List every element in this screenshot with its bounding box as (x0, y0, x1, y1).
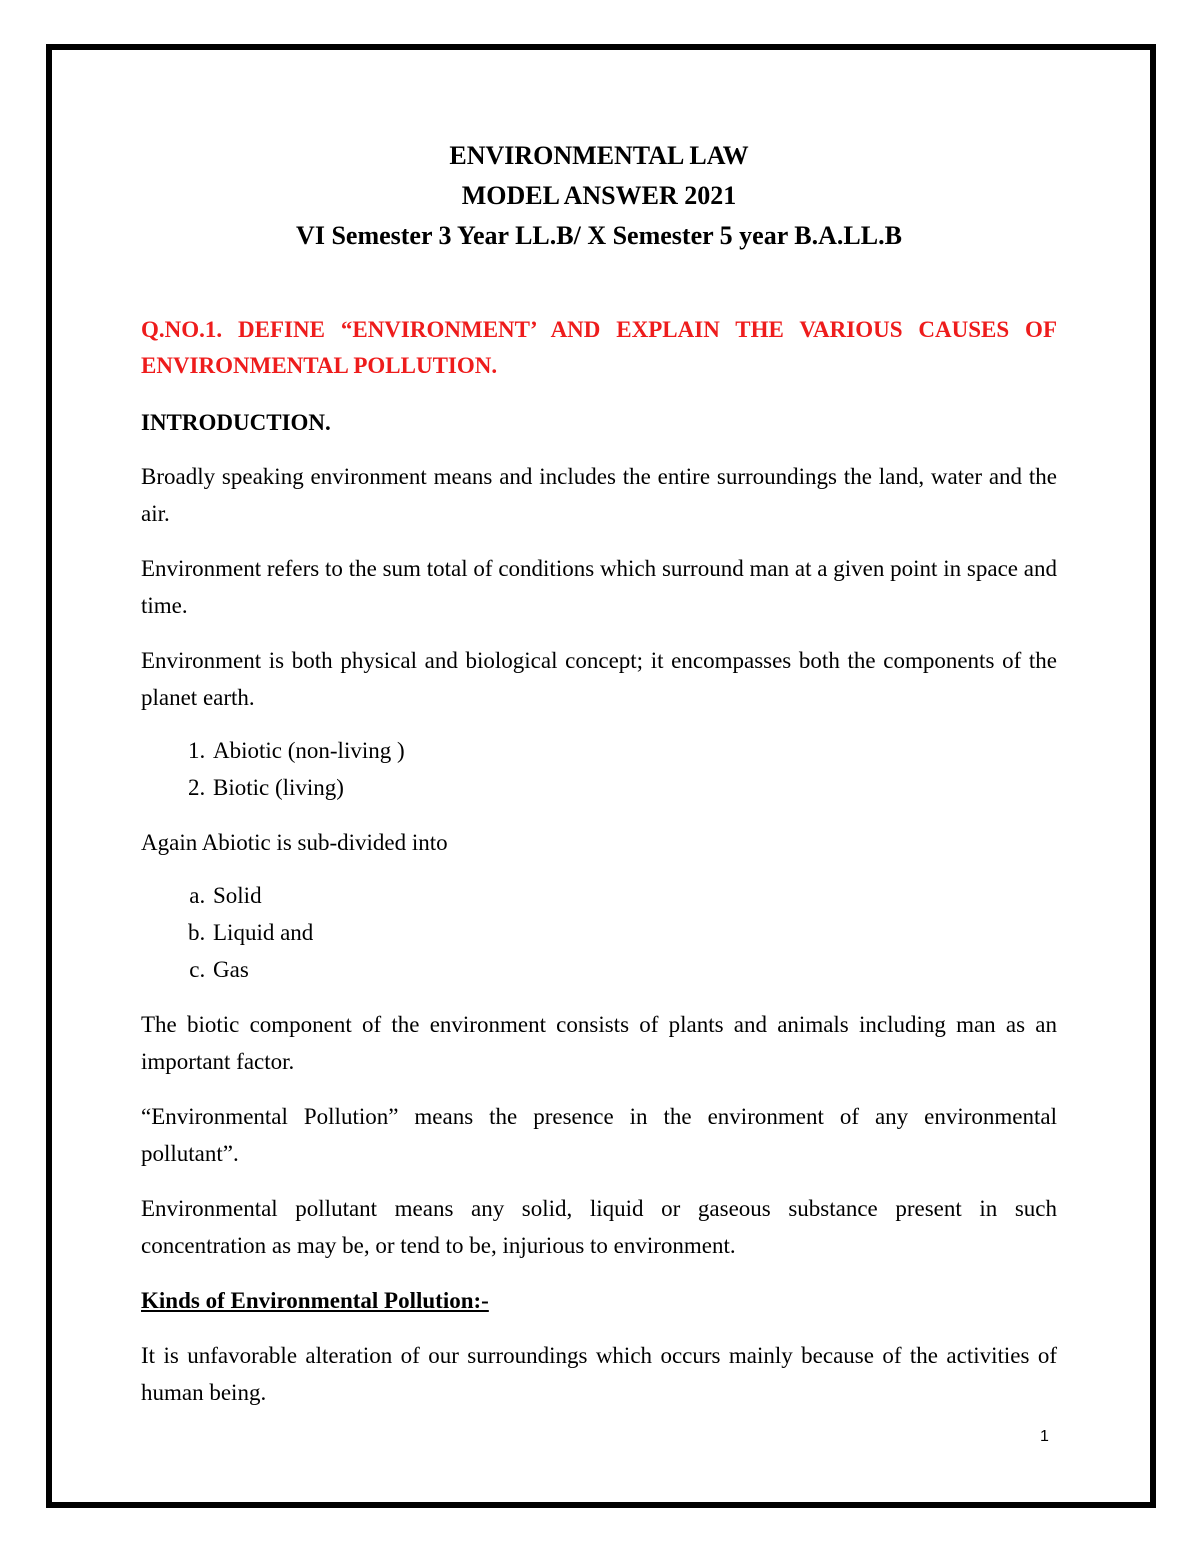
paragraph: Broadly speaking environment means and includes the entire surroundings the land, water and the air. (141, 464, 1057, 526)
lettered-list (141, 877, 1057, 988)
paragraph: Environment is both physical and biological concept; it encompasses both the components of the planet earth. (141, 648, 1057, 710)
paragraph: Again Abiotic is sub-divided into (141, 830, 448, 855)
list-item: a. Solid (211, 877, 1057, 914)
page-number: 1 (1040, 1428, 1049, 1445)
paragraph: “Environmental Pollution” means the presence in the environment of any environmental pollutant”. (141, 1104, 1057, 1166)
paragraph: Environment refers to the sum total of conditions which surround man at a given point in space and time. (141, 556, 1057, 618)
list-item: b. Liquid and (211, 914, 1057, 951)
kinds-heading: Kinds of Environmental Pollution:- (141, 1288, 489, 1313)
paragraph: It is unfavorable alteration of our surroundings which occurs mainly because of the activities of human being. (141, 1343, 1057, 1405)
paragraph: The biotic component of the environment consists of plants and animals including man as an important factor. (141, 1012, 1057, 1074)
question-heading: Q.NO.1. DEFINE “ENVIRONMENT’ AND EXPLAIN THE VARIOUS CAUSES OF ENVIRONMENTAL POLLUTION. (141, 317, 1057, 378)
document-subtitle: MODEL ANSWER 2021 (461, 181, 737, 210)
document-body (141, 130, 1057, 1411)
paragraph: Environmental pollutant means any solid, liquid or gaseous substance present in such concentration as may be, or tend to be, injurious to environment. (141, 1196, 1057, 1258)
list-item: 2. Biotic (living) (211, 769, 1057, 806)
course-line: VI Semester 3 Year LL.B/ X Semester 5 year B.A.LL.B (296, 221, 902, 250)
document-title: ENVIRONMENTAL LAW (449, 141, 749, 170)
title-block (141, 136, 1057, 256)
list-item: 1. Abiotic (non-living ) (211, 732, 1057, 769)
list-item: c. Gas (211, 951, 1057, 988)
intro-heading: INTRODUCTION. (141, 410, 331, 435)
numbered-list (141, 732, 1057, 806)
